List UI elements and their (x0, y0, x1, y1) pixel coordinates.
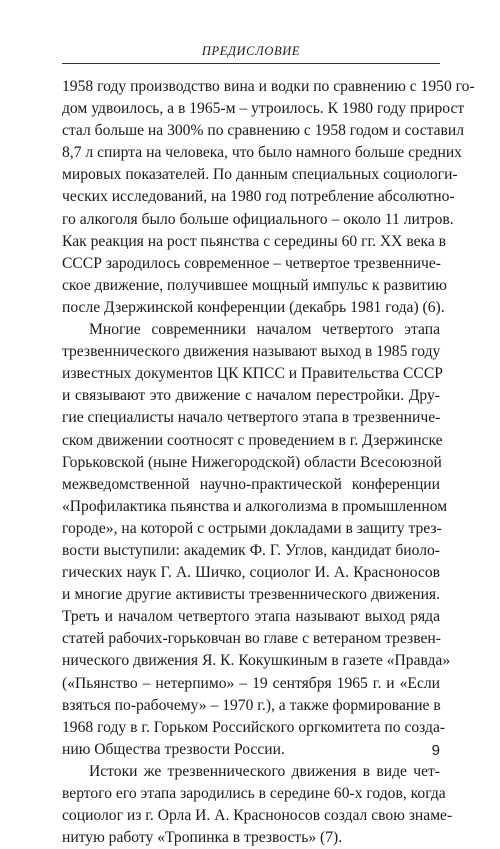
text-line: мировых показателей. По данным специальных социологи- (62, 166, 458, 184)
text-line: 8,7 л спирта на человека, что было намного больше средних (62, 144, 462, 162)
text-line: после Дзержинской конференции (декабрь 1981 года) (6). (62, 298, 445, 316)
text-line: Как реакция на рост пьянства с середины 60 гг. XX века в (62, 232, 447, 250)
text-line: и связывают это движение с началом перестройки. Дру- (62, 387, 440, 405)
text-line: ческих исследований, на 1980 год потребление абсолютно- (62, 188, 455, 206)
text-line: Многие современники началом четвертого этапа (89, 321, 440, 339)
text-line: статей рабочих-горьковчан во главе с ветераном трезвен- (62, 630, 441, 648)
text-line: вертого его этапа зародились в середине 60-х годов, когда (62, 785, 446, 802)
paragraph-1 (62, 76, 475, 319)
header-rule (62, 63, 440, 64)
text-line: го алкоголя было больше официального – около 11 литров. (62, 210, 454, 228)
text-line: 1968 году в г. Горьком Российского оргкомитета по созда- (62, 718, 446, 736)
paragraph-3 (62, 761, 453, 849)
text-line: Горьковской (ныне Нижегородской) области Всесоюзной (62, 453, 442, 471)
text-line: ское движение, получившее мощный импульс к развитию (62, 276, 447, 294)
text-line: известных документов ЦК КПСС и Правительства СССР (62, 365, 443, 383)
text-line: вости выступили: академик Ф. Г. Углов, кандидат биоло- (62, 541, 440, 559)
text-line: межведомственной научно-практической конференции (62, 475, 440, 493)
text-line: городе», на которой с острыми докладами в защиту трез- (62, 519, 442, 537)
text-line: взяться по-рабочему» – 1970 г.), а также формирование в (62, 696, 441, 714)
text-line: Истоки же трезвеннического движения в виде чет- (89, 762, 440, 780)
text-line: Треть и началом четвертого этапа называют выход ряда (62, 608, 440, 626)
text-line: СССР зародилось современное – четвертое трезвенниче- (62, 254, 441, 272)
text-line: и многие другие активисты трезвеннического движения. (62, 586, 440, 604)
text-line: социолог из г. Орла И. А. Красноносов создал свою знаме- (62, 807, 453, 825)
text-line: нитую работу «Тропинка в трезвость» (7). (62, 829, 343, 847)
page-number: 9 (431, 742, 440, 759)
text-line: дом удвоилось, а в 1965-м – утроилось. К 1980 году прирост (62, 100, 465, 118)
text-line: «Профилактика пьянства и алкоголизма в промышленном (62, 497, 448, 515)
running-header: ПРЕДИСЛОВИЕ (201, 44, 301, 58)
text-line: гических наук Г. А. Шичко, социолог И. А. Красноносов (62, 564, 440, 582)
text-line: («Пьянство – нетерпимо» – 19 сентября 1965 г. и «Если (62, 674, 440, 692)
text-line: трезвеннического движения называют выход в 1985 году (62, 343, 441, 361)
text-line: ском движении соотносят с проведением в г. Дзержинске (62, 431, 443, 449)
text-line: нию Общества трезвости России. (62, 740, 285, 758)
text-line: нического движения Я. К. Кокушкиным в газете «Правда» (62, 652, 451, 670)
paragraph-2 (62, 319, 451, 761)
text-line: 1958 году производство вина и водки по сравнению с 1950 го- (62, 78, 475, 95)
text-line: гие специалисты начало четвертого этапа в трезвенниче- (62, 409, 441, 427)
text-line: стал больше на 300% по сравнению с 1958 годом и составил (62, 122, 465, 140)
body-text (62, 76, 475, 849)
